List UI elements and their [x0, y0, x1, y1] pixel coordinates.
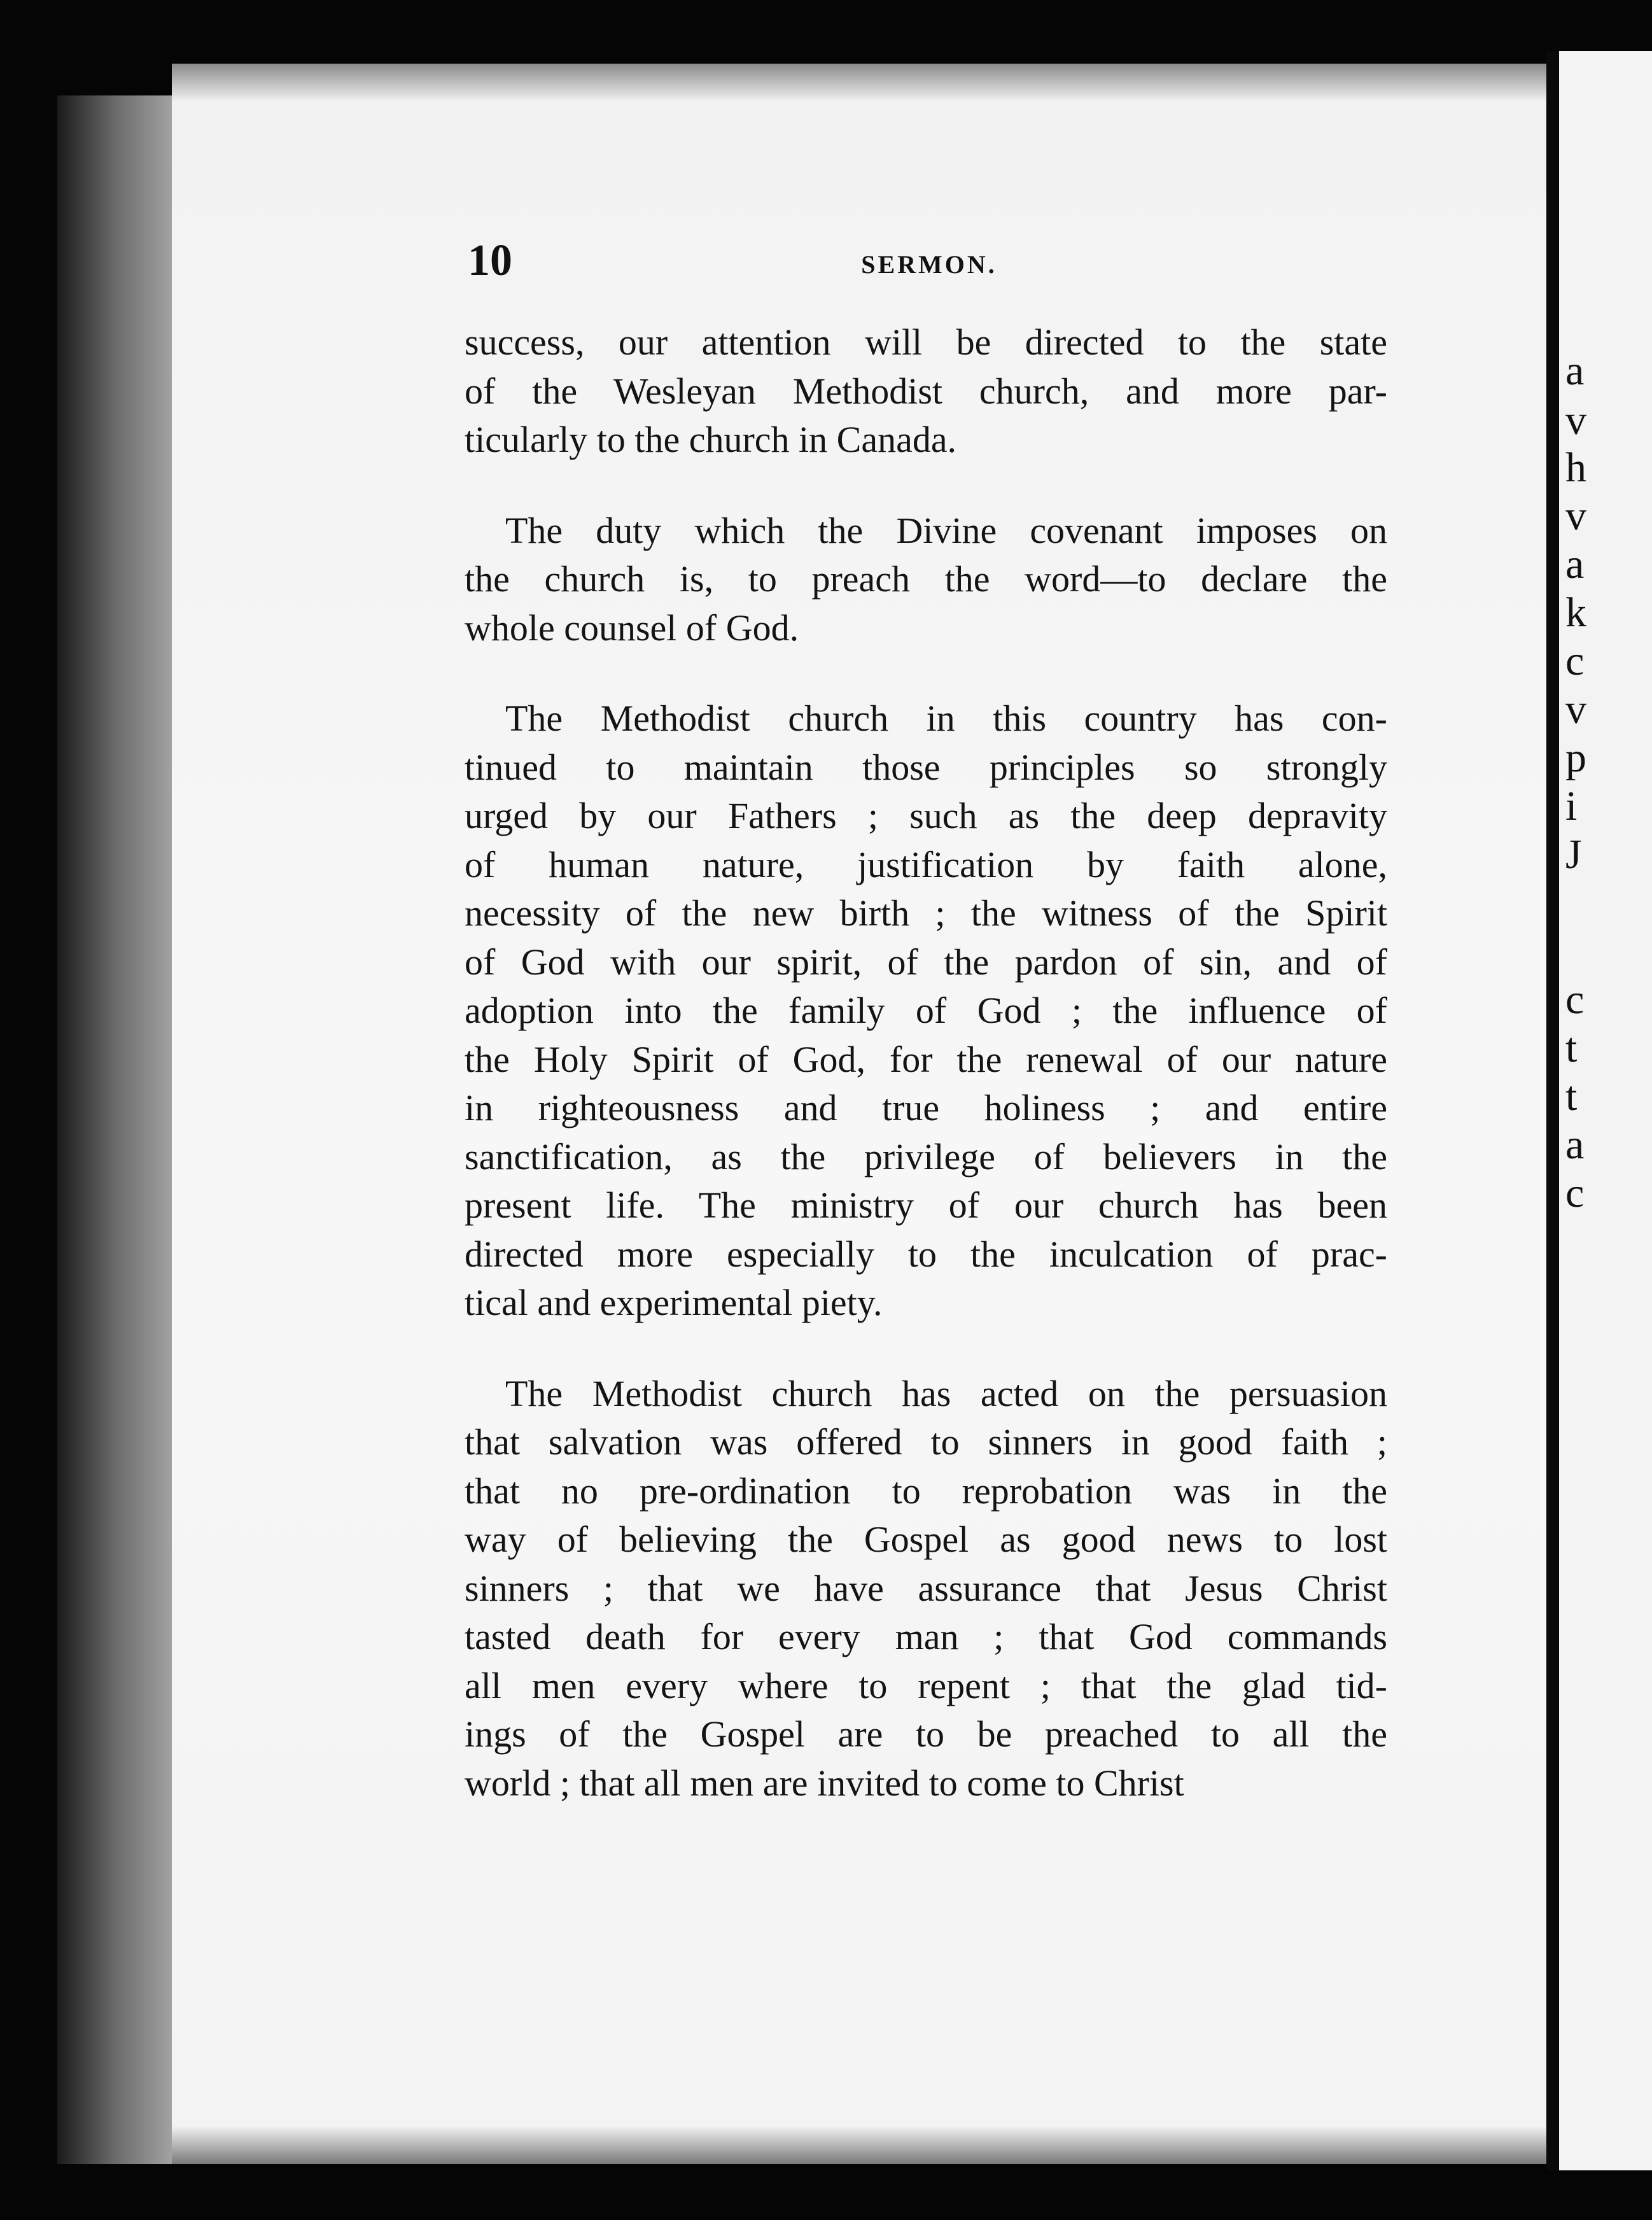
- text-line: present life. The ministry of our church has been: [465, 1184, 1387, 1226]
- text-line: tasted death for every man ; that God commands: [465, 1616, 1387, 1657]
- next-page-letter: c: [1565, 638, 1585, 684]
- next-page-letter: J: [1565, 831, 1582, 878]
- running-title: SERMON.: [861, 250, 997, 279]
- text-line: ticularly to the church in Canada.: [465, 419, 957, 460]
- text-line: ings of the Gospel are to be preached to all the: [465, 1713, 1387, 1755]
- paragraph: [465, 318, 1387, 465]
- text-line: in righteousness and true holiness ; and entire: [465, 1087, 1387, 1128]
- next-page-letter: c: [1565, 976, 1585, 1023]
- text-line: directed more especially to the inculcation of prac-: [465, 1233, 1387, 1275]
- next-page-letter: t: [1565, 1073, 1578, 1120]
- next-page-letter: c: [1565, 1170, 1585, 1216]
- page-header: [468, 235, 1390, 286]
- text-line: adoption into the family of God ; the influence of: [465, 990, 1387, 1031]
- text-line: the Holy Spirit of God, for the renewal of our nature: [465, 1038, 1387, 1080]
- text-line: The Methodist church has acted on the persuasion: [505, 1372, 1387, 1414]
- next-page-letter: v: [1565, 493, 1586, 539]
- text-line: way of believing the Gospel as good news to lost: [465, 1519, 1387, 1560]
- text-line: tinued to maintain those principles so strongly: [465, 746, 1387, 788]
- text-line: necessity of the new birth ; the witness of the Spirit: [465, 892, 1387, 934]
- text-line: world ; that all men are invited to come to Christ: [465, 1762, 1184, 1804]
- text-line: of human nature, justification by faith alone,: [465, 843, 1387, 885]
- text-line: that salvation was offered to sinners in good faith ;: [465, 1421, 1387, 1463]
- next-page-letter: t: [1565, 1025, 1578, 1071]
- text-line: The duty which the Divine covenant imposes on: [505, 509, 1387, 551]
- text-line: all men every where to repent ; that the glad tid-: [465, 1664, 1387, 1706]
- next-page-letter: i: [1565, 783, 1578, 829]
- text-line: that no pre-ordination to reprobation was in the: [465, 1470, 1387, 1512]
- text-line: of God with our spirit, of the pardon of sin, and of: [465, 941, 1387, 983]
- text-line: the church is, to preach the word—to declare the: [465, 558, 1387, 600]
- next-page-letter: p: [1565, 734, 1586, 781]
- paragraph: [465, 507, 1387, 653]
- text-line: The Methodist church in this country has con-: [505, 698, 1387, 739]
- text-line: of the Wesleyan Methodist church, and more par-: [465, 370, 1387, 412]
- next-page-letter: h: [1565, 444, 1586, 491]
- next-page-edge: [1559, 51, 1652, 2170]
- next-page-letter: a: [1565, 348, 1585, 394]
- next-page-letter: a: [1565, 1121, 1585, 1168]
- text-line: urged by our Fathers ; such as the deep depravity: [465, 795, 1387, 836]
- paragraph: [465, 694, 1387, 1328]
- text-line: success, our attention will be directed to the state: [465, 321, 1387, 363]
- next-page-letter: a: [1565, 541, 1585, 587]
- text-line: sanctification, as the privilege of believers in the: [465, 1135, 1387, 1177]
- body-text: [465, 318, 1387, 1850]
- page-number: 10: [468, 236, 512, 285]
- text-line: sinners ; that we have assurance that Jesus Christ: [465, 1567, 1387, 1609]
- gutter: [1546, 51, 1559, 2170]
- page-shadow-bottom: [172, 2126, 1550, 2164]
- paragraph: [465, 1370, 1387, 1808]
- page-shadow-top: [172, 64, 1550, 102]
- text-line: whole counsel of God.: [465, 607, 799, 649]
- text-line: tical and experimental piety.: [465, 1282, 883, 1323]
- next-page-letter: v: [1565, 397, 1586, 444]
- next-page-letter: k: [1565, 589, 1586, 636]
- next-page-letter: v: [1565, 686, 1586, 733]
